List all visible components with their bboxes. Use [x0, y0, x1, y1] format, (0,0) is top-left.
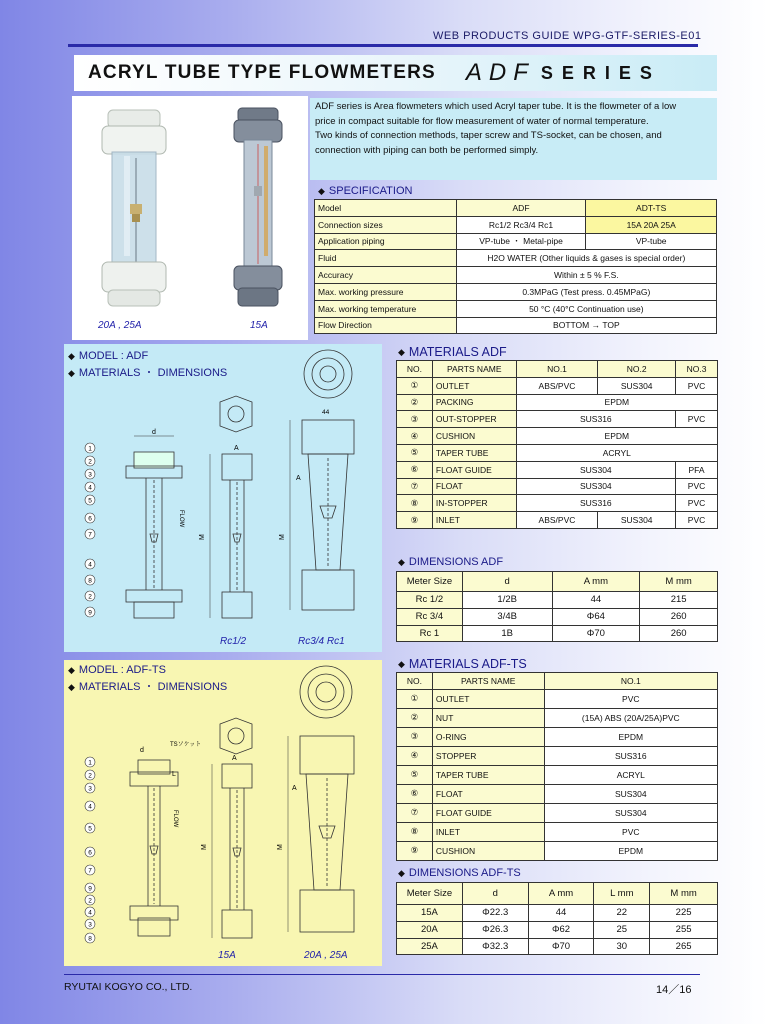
table-row — [397, 512, 718, 529]
table-cell: VP-tube — [586, 233, 717, 250]
table-cell: CUSHION — [432, 841, 544, 860]
table-row — [397, 361, 718, 378]
table-row — [397, 428, 718, 445]
dim-a-label: A — [232, 755, 237, 762]
product-description — [310, 98, 717, 180]
diamond-bullet-icon: ◆ — [68, 682, 75, 692]
table-cell: VP-tube ・ Metal-pipe — [456, 233, 586, 250]
table-cell: ② — [397, 708, 433, 727]
table-cell: EPDM — [544, 841, 717, 860]
specification-heading: ◆ SPECIFICATION — [318, 185, 413, 197]
table-cell: NO.1 — [544, 673, 717, 690]
table-cell: PVC — [676, 478, 718, 495]
table-cell: EPDM — [516, 428, 717, 445]
table-row — [315, 283, 717, 300]
table-cell: 1B — [462, 625, 552, 642]
balloon-number: 8 — [88, 577, 92, 585]
table-cell: IN-STOPPER — [432, 495, 516, 512]
table-cell: Φ26.3 — [462, 921, 528, 938]
table-row — [315, 267, 717, 284]
table-cell: NUT — [432, 708, 544, 727]
table-cell: ③ — [397, 727, 433, 746]
table-row — [315, 200, 717, 217]
table-cell: 44 — [528, 905, 594, 922]
materials-adfts-heading: ◆ MATERIALS ADF-TS — [398, 657, 527, 671]
table-cell: TAPER TUBE — [432, 444, 516, 461]
adf-technical-drawing — [64, 344, 382, 652]
table-cell: INLET — [432, 822, 544, 841]
table-cell: ① — [397, 377, 433, 394]
table-cell: ③ — [397, 411, 433, 428]
adfts-caption-left: 15A — [218, 950, 236, 961]
table-cell: O-RING — [432, 727, 544, 746]
table-cell: 20A — [397, 921, 463, 938]
adf-materials-label: MATERIALS ・ DIMENSIONS — [78, 367, 228, 379]
page-number: 14／16 — [656, 984, 692, 996]
flowmeter-photo-large — [102, 110, 166, 306]
balloon-number: 2 — [88, 458, 92, 466]
table-row — [397, 905, 718, 922]
product-photos — [72, 96, 308, 340]
table-cell: ADF — [456, 200, 586, 217]
table-cell: OUTLET — [432, 377, 516, 394]
table-cell: SUS316 — [544, 746, 717, 765]
table-cell: FLOAT — [432, 784, 544, 803]
flow-arrow-label: FLOW — [172, 810, 178, 828]
table-cell: SUS304 — [516, 461, 675, 478]
adfts-balloon-numbers — [88, 760, 92, 943]
balloon-number: 4 — [88, 561, 92, 569]
dim-a-label: A — [296, 475, 301, 482]
table-cell: 260 — [640, 608, 718, 625]
table-cell: H2O WATER (Other liquids & gases is special order) — [456, 250, 716, 267]
company-name: RYUTAI KOGYO CO., LTD. — [64, 981, 193, 993]
table-cell: 30 — [594, 938, 650, 955]
table-cell: SUS304 — [544, 803, 717, 822]
balloon-number: 4 — [88, 909, 92, 917]
table-cell: M mm — [650, 883, 718, 905]
table-cell: Max. working pressure — [315, 283, 457, 300]
table-row — [315, 300, 717, 317]
table-cell: Rc1/2 Rc3/4 Rc1 — [456, 216, 586, 233]
description-line: Two kinds of connection methods, taper screw and TS-socket, can be chosen, and — [315, 130, 662, 141]
table-cell: OUT-STOPPER — [432, 411, 516, 428]
table-cell: PVC — [676, 512, 718, 529]
table-cell: CUSHION — [432, 428, 516, 445]
table-row — [397, 689, 718, 708]
adfts-model-label: MODEL : ADF-TS — [78, 664, 166, 676]
table-cell: SUS304 — [598, 377, 676, 394]
table-cell: PACKING — [432, 394, 516, 411]
table-cell: Connection sizes — [315, 216, 457, 233]
diamond-bullet-icon: ◆ — [398, 658, 405, 669]
table-cell: L mm — [594, 883, 650, 905]
table-cell: Application piping — [315, 233, 457, 250]
table-cell: d — [462, 572, 552, 592]
page-title: ACRYL TUBE TYPE FLOWMETERS — [88, 62, 436, 83]
adf-small-meter-outline — [126, 452, 182, 618]
dim-m-label: M — [199, 534, 206, 540]
table-row — [397, 608, 718, 625]
balloon-number: 7 — [88, 531, 92, 539]
table-cell: 44 — [552, 592, 640, 609]
table-row — [397, 921, 718, 938]
dim-m-label: M — [277, 844, 284, 850]
photo-caption-right: 15A — [250, 320, 268, 331]
table-cell: Φ70 — [528, 938, 594, 955]
description-line: connection with piping can both be performed simply. — [315, 144, 539, 156]
table-row — [397, 444, 718, 461]
adf-part-balloons — [85, 443, 95, 617]
product-photo-image — [72, 96, 308, 340]
table-cell: ④ — [397, 746, 433, 765]
table-cell: 255 — [650, 921, 718, 938]
diamond-bullet-icon: ◆ — [68, 351, 75, 361]
table-cell: ACRYL — [516, 444, 717, 461]
adf-mid-meter-outline — [210, 396, 252, 618]
table-cell: EPDM — [544, 727, 717, 746]
guide-code: WEB PRODUCTS GUIDE WPG-GTF-SERIES-E01 — [433, 30, 702, 42]
diamond-bullet-icon: ◆ — [398, 867, 405, 878]
balloon-number: 4 — [88, 803, 92, 811]
adfts-small-meter-outline — [130, 760, 178, 936]
balloon-number: 6 — [88, 515, 92, 523]
materials-adf-heading: ◆ MATERIALS ADF — [398, 345, 507, 359]
footer-rule — [64, 974, 700, 975]
adfts-materials-label: MATERIALS ・ DIMENSIONS — [78, 681, 228, 693]
table-row — [397, 708, 718, 727]
table-cell: ⑤ — [397, 765, 433, 784]
diamond-bullet-icon: ◆ — [398, 556, 405, 567]
table-row — [397, 803, 718, 822]
table-row — [397, 727, 718, 746]
table-cell: SUS304 — [516, 478, 675, 495]
table-cell: 22 — [594, 905, 650, 922]
table-row — [397, 394, 718, 411]
table-cell: PVC — [676, 411, 718, 428]
balloon-number: 4 — [88, 484, 92, 492]
balloon-number: 2 — [88, 772, 92, 780]
table-cell: Within ± 5 % F.S. — [456, 267, 716, 284]
title-banner — [74, 55, 717, 91]
table-cell: ⑧ — [397, 822, 433, 841]
dim-a-label: A — [292, 785, 297, 792]
balloon-number: 9 — [88, 885, 92, 893]
balloon-number: 1 — [88, 759, 92, 767]
flow-arrow-label: FLOW — [178, 510, 184, 528]
balloon-number: 5 — [88, 825, 92, 833]
table-row — [397, 625, 718, 642]
balloon-number: 7 — [88, 867, 92, 875]
adfts-caption-right: 20A , 25A — [304, 950, 348, 961]
table-row — [397, 822, 718, 841]
table-cell: SUS316 — [516, 495, 675, 512]
table-cell: Rc 1 — [397, 625, 463, 642]
table-cell: Rc 1/2 — [397, 592, 463, 609]
table-cell: 225 — [650, 905, 718, 922]
table-row — [397, 592, 718, 609]
dimensions-adf-table — [396, 571, 718, 642]
adfts-large-meter-outline — [288, 666, 354, 932]
table-cell: 265 — [650, 938, 718, 955]
adf-model-label: MODEL : ADF — [78, 350, 149, 362]
table-cell: Φ70 — [552, 625, 640, 642]
table-row — [397, 765, 718, 784]
table-cell: ABS/PVC — [516, 512, 598, 529]
table-cell: A mm — [552, 572, 640, 592]
table-row — [397, 673, 718, 690]
dim-a-label: A — [234, 445, 239, 452]
table-row — [397, 746, 718, 765]
table-cell: 215 — [640, 592, 718, 609]
diamond-bullet-icon: ◆ — [318, 185, 325, 196]
table-row — [315, 250, 717, 267]
table-cell: ⑦ — [397, 803, 433, 822]
balloon-number: 3 — [88, 471, 92, 479]
description-line: price in compact suitable for flow measurement of water of normal temperature. — [315, 115, 649, 127]
table-cell: ⑦ — [397, 478, 433, 495]
dim-d-label: d — [152, 429, 156, 436]
table-row — [397, 841, 718, 860]
table-cell: ① — [397, 689, 433, 708]
dim-l-label: L — [172, 771, 176, 778]
table-row — [397, 938, 718, 955]
balloon-number: 3 — [88, 921, 92, 929]
table-cell: BOTTOM → TOP — [456, 317, 716, 334]
table-cell: 1/2B — [462, 592, 552, 609]
table-cell: 15A 20A 25A — [586, 216, 717, 233]
table-cell: SUS316 — [516, 411, 675, 428]
table-cell: d — [462, 883, 528, 905]
table-cell: ⑥ — [397, 461, 433, 478]
balloon-number: 9 — [88, 609, 92, 617]
table-row — [397, 784, 718, 803]
dim-m-label: M — [279, 534, 286, 540]
dim-44-label: 44 — [322, 409, 330, 416]
table-cell: Max. working temperature — [315, 300, 457, 317]
table-cell: PVC — [544, 822, 717, 841]
balloon-number: 2 — [88, 593, 92, 601]
table-cell: (15A) ABS (20A/25A)PVC — [544, 708, 717, 727]
table-cell: PVC — [676, 495, 718, 512]
table-cell: Meter Size — [397, 883, 463, 905]
balloon-number: 1 — [88, 445, 92, 453]
table-cell: FLOAT — [432, 478, 516, 495]
table-cell: PVC — [676, 377, 718, 394]
table-row — [315, 216, 717, 233]
table-row — [397, 411, 718, 428]
table-cell: ABS/PVC — [516, 377, 598, 394]
balloon-number: 5 — [88, 497, 92, 505]
dim-d-label: d — [140, 747, 144, 754]
table-cell: Meter Size — [397, 572, 463, 592]
table-cell: ⑨ — [397, 841, 433, 860]
table-cell: 3/4B — [462, 608, 552, 625]
dim-m-label: M — [201, 844, 208, 850]
balloon-number: 3 — [88, 785, 92, 793]
table-cell: Accuracy — [315, 267, 457, 284]
materials-adf-table — [396, 360, 718, 529]
dimensions-adf-heading: ◆ DIMENSIONS ADF — [398, 556, 504, 568]
table-cell: ACRYL — [544, 765, 717, 784]
table-cell: M mm — [640, 572, 718, 592]
photo-caption-left: 20A , 25A — [98, 320, 142, 331]
table-cell: ② — [397, 394, 433, 411]
table-cell: INLET — [432, 512, 516, 529]
table-cell: Φ22.3 — [462, 905, 528, 922]
table-cell: ⑥ — [397, 784, 433, 803]
table-row — [397, 883, 718, 905]
table-cell: OUTLET — [432, 689, 544, 708]
model-name: ADF — [465, 59, 535, 86]
table-cell: FLOAT GUIDE — [432, 461, 516, 478]
table-cell: TAPER TUBE — [432, 765, 544, 784]
balloon-number: 6 — [88, 849, 92, 857]
table-cell: FLOAT GUIDE — [432, 803, 544, 822]
table-cell: A mm — [528, 883, 594, 905]
table-cell: NO.1 — [516, 361, 598, 378]
adfts-technical-drawing — [64, 660, 382, 966]
table-cell: 25 — [594, 921, 650, 938]
table-row — [397, 478, 718, 495]
specification-table — [314, 199, 717, 334]
table-cell: 0.3MPaG (Test press. 0.45MPaG) — [456, 283, 716, 300]
table-row — [315, 233, 717, 250]
table-cell: NO.2 — [598, 361, 676, 378]
table-cell: 260 — [640, 625, 718, 642]
table-cell: NO. — [397, 673, 433, 690]
table-row — [397, 377, 718, 394]
flowmeter-photo-small — [234, 108, 282, 306]
table-cell: PARTS NAME — [432, 673, 544, 690]
table-cell: 50 °C (40°C Continuation use) — [456, 300, 716, 317]
table-cell: Rc 3/4 — [397, 608, 463, 625]
table-cell: NO.3 — [676, 361, 718, 378]
table-cell: EPDM — [516, 394, 717, 411]
table-cell: 25A — [397, 938, 463, 955]
table-cell: PVC — [544, 689, 717, 708]
diamond-bullet-icon: ◆ — [68, 368, 75, 378]
table-cell: Model — [315, 200, 457, 217]
materials-adfts-table — [396, 672, 718, 861]
adfts-mid-meter-outline — [212, 718, 252, 938]
table-cell: ⑨ — [397, 512, 433, 529]
table-cell: NO. — [397, 361, 433, 378]
adf-caption-left: Rc1/2 — [220, 636, 247, 647]
dimensions-adfts-table — [396, 882, 718, 955]
table-row — [315, 317, 717, 334]
table-cell: Φ62 — [528, 921, 594, 938]
table-cell: SUS304 — [544, 784, 717, 803]
adfts-drawing-panel — [64, 660, 382, 966]
table-row — [397, 495, 718, 512]
table-row — [397, 461, 718, 478]
table-cell: ⑤ — [397, 444, 433, 461]
diamond-bullet-icon: ◆ — [68, 665, 75, 675]
table-cell: ④ — [397, 428, 433, 445]
table-row — [397, 572, 718, 592]
ts-socket-label: TSソケット — [170, 742, 202, 748]
table-cell: ⑧ — [397, 495, 433, 512]
table-cell: Fluid — [315, 250, 457, 267]
table-cell: STOPPER — [432, 746, 544, 765]
table-cell: PARTS NAME — [432, 361, 516, 378]
balloon-number: 8 — [88, 935, 92, 943]
dimensions-adfts-heading: ◆ DIMENSIONS ADF-TS — [398, 867, 521, 879]
table-cell: Flow Direction — [315, 317, 457, 334]
adf-drawing-panel — [64, 344, 382, 652]
series-label: SERIES — [540, 62, 661, 83]
adf-caption-right: Rc3/4 Rc1 — [298, 636, 345, 647]
table-cell: ADT-TS — [586, 200, 717, 217]
table-cell: Φ32.3 — [462, 938, 528, 955]
table-cell: SUS304 — [598, 512, 676, 529]
table-cell: Φ64 — [552, 608, 640, 625]
balloon-number: 2 — [88, 897, 92, 905]
table-cell: 15A — [397, 905, 463, 922]
description-line: ADF series is Area flowmeters which used Acryl taper tube. It is the flowmeter of a low — [315, 101, 677, 112]
header-rule — [68, 44, 698, 47]
table-cell: PFA — [676, 461, 718, 478]
diamond-bullet-icon: ◆ — [398, 346, 405, 357]
